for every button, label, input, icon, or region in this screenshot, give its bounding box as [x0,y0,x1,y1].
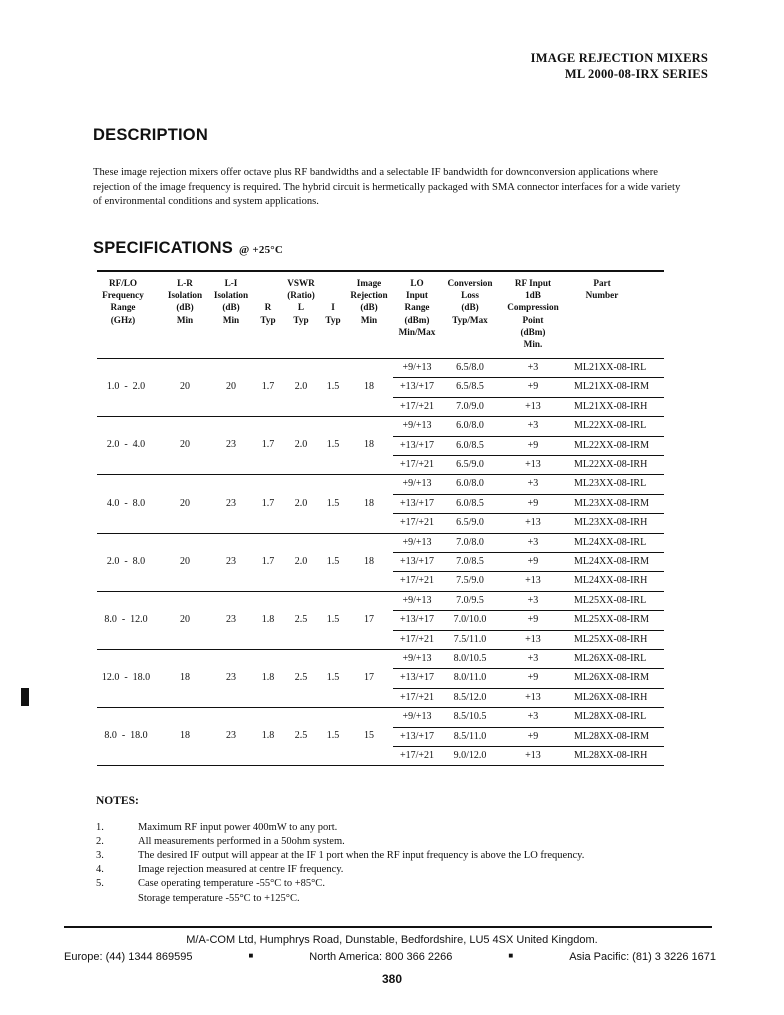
spec-cell-lr: 20 [180,613,190,625]
note-text: Maximum RF input power 400mW to any port. [138,822,338,833]
spec-cell-comp: +3 [527,536,539,548]
spec-cell-part: ML21XX-08-IRH [574,400,648,412]
description-body: These image rejection mixers offer octave plus RF bandwidths and a selectable IF bandwidth for downconversion applications where rejection of the image frequency is required. The hybrid circuit is hermetically packaged with SMA connector interfaces for a wide variety of environmental conditions and system applications. [93,167,681,207]
spec-cell-lr: 18 [180,672,190,684]
spec-cell-r: 1.8 [261,672,275,684]
group-divider [97,474,664,475]
spec-cell-lo: +9/+13 [402,594,432,606]
sub-row-divider [393,494,664,495]
specifications-table [97,270,664,780]
spec-cell-conv: 6.5/9.0 [456,459,484,470]
footer-bullet-2: ■ [508,951,514,960]
document-header [531,50,708,82]
spec-cell-part: ML22XX-08-IRM [574,439,649,451]
spec-cell-conv: 6.0/8.5 [456,497,484,509]
spec-cell-lo: +9/+13 [402,653,432,664]
specifications-condition: @ +25°C [239,244,284,256]
spec-cell-i: 1.5 [326,439,340,451]
footer-bullet-1: ■ [248,951,254,960]
spec-cell-conv: 6.0/8.5 [456,439,484,451]
spec-cell-rej: 18 [364,381,374,393]
group-divider [97,533,664,534]
sub-row-divider [393,610,664,611]
spec-cell-conv: 6.5/8.0 [456,362,484,373]
sub-row-divider [393,630,664,631]
footer-address: M/A-COM Ltd, Humphrys Road, Dunstable, Bedfordshire, LU5 4SX United Kingdom. [186,934,598,946]
spec-cell-comp: +3 [527,478,539,490]
spec-cell-lr: 18 [180,730,190,742]
spec-cell-lo: +13/+17 [399,730,435,742]
sub-row-divider [393,397,664,398]
note-text: Image rejection measured at centre IF frequency. [138,864,344,875]
spec-cell-freq: 8.0 - 12.0 [104,613,148,625]
spec-cell-i: 1.5 [326,497,340,509]
spec-cell-conv: 8.0/11.0 [453,672,487,684]
spec-cell-r: 1.7 [261,497,275,509]
spec-cell-lo: +9/+13 [402,420,432,432]
column-header-vswr_i: I Typ [325,302,341,325]
spec-cell-part: ML23XX-08-IRM [574,497,649,509]
spec-cell-comp: +13 [525,400,541,412]
note-number: 5. [96,878,104,889]
spec-cell-lo: +13/+17 [399,614,435,626]
scan-edge-mark [21,688,29,706]
sub-row-divider [393,513,664,514]
spec-cell-part: ML24XX-08-IRH [574,575,648,587]
spec-cell-rej: 17 [364,672,374,684]
spec-cell-freq: 2.0 - 8.0 [106,555,146,567]
spec-cell-comp: +3 [527,594,539,606]
spec-cell-li: 23 [226,730,236,742]
column-header-part: Part Number [585,278,619,301]
spec-cell-comp: +13 [525,517,541,529]
spec-cell-r: 1.7 [261,381,275,393]
spec-cell-rej: 15 [364,730,374,742]
spec-cell-comp: +9 [527,672,539,684]
note-text: All measurements performed in a 50ohm system. [138,836,345,847]
spec-cell-part: ML28XX-08-IRM [574,730,649,742]
note-number: 4. [96,864,104,875]
spec-cell-conv: 7.0/8.0 [456,536,484,548]
footer-europe: Europe: (44) 1344 869595 [64,951,193,963]
column-header-li: L-I Isolation (dB) Min [213,278,249,325]
spec-cell-part: ML21XX-08-IRL [574,362,647,373]
spec-cell-part: ML28XX-08-IRL [574,711,647,723]
spec-cell-comp: +9 [527,381,539,393]
spec-cell-conv: 8.5/12.0 [453,691,487,703]
spec-cell-r: 1.8 [261,613,275,625]
sub-row-divider [393,668,664,669]
spec-cell-comp: +13 [525,691,541,703]
spec-cell-conv: 7.5/11.0 [453,633,487,645]
note-text: Case operating temperature -55°C to +85°C. [138,878,325,889]
spec-cell-conv: 8.5/11.0 [453,730,487,742]
column-header-lo: LO Input Range (dBm) Min/Max [398,278,436,337]
spec-cell-i: 1.5 [326,381,340,393]
table-top-rule [97,270,664,272]
spec-cell-conv: 7.0/9.0 [456,400,484,412]
spec-cell-lo: +13/+17 [399,497,435,509]
group-divider [97,416,664,417]
spec-cell-i: 1.5 [326,555,340,567]
spec-cell-freq: 8.0 - 18.0 [104,730,148,742]
spec-cell-comp: +13 [525,750,541,761]
sub-row-divider [393,455,664,456]
spec-cell-r: 1.7 [261,439,275,451]
column-header-conv: Conversion Loss (dB) Typ/Max [447,278,493,325]
spec-cell-li: 23 [226,555,236,567]
spec-cell-conv: 7.0/8.5 [456,556,484,567]
spec-cell-comp: +9 [527,614,539,626]
spec-cell-lo: +9/+13 [402,711,432,723]
spec-cell-comp: +9 [527,556,539,567]
sub-row-divider [393,552,664,553]
footer-north-america: North America: 800 366 2266 [309,951,453,963]
spec-cell-l: 2.0 [294,497,308,509]
spec-cell-rej: 18 [364,439,374,451]
spec-cell-part: ML28XX-08-IRH [574,750,648,761]
spec-cell-rej: 17 [364,613,374,625]
spec-cell-li: 23 [226,497,236,509]
column-header-rej: Image Rejection (dB) Min [350,278,388,325]
sub-row-divider [393,746,664,747]
sub-row-divider [393,377,664,378]
spec-cell-conv: 6.5/9.0 [456,517,484,529]
header-line-2: ML 2000-08-IRX SERIES [564,67,708,81]
spec-cell-part: ML23XX-08-IRH [574,517,648,529]
note-text: Storage temperature -55°C to +125°C. [138,893,300,904]
spec-cell-conv: 9.0/12.0 [453,750,487,761]
spec-cell-lo: +17/+21 [399,517,435,529]
specifications-heading [93,239,283,258]
spec-cell-conv: 6.5/8.5 [456,381,484,393]
spec-cell-lo: +17/+21 [399,691,435,703]
footer-divider [64,926,712,928]
group-divider [97,591,664,592]
spec-cell-comp: +13 [525,633,541,645]
spec-cell-comp: +13 [525,459,541,470]
spec-cell-lo: +9/+13 [402,536,432,548]
spec-cell-l: 2.0 [294,555,308,567]
spec-cell-part: ML22XX-08-IRL [574,420,647,432]
note-text: The desired IF output will appear at the IF 1 port when the RF input frequency is above the LO frequency. [138,850,585,861]
spec-cell-lr: 20 [180,555,190,567]
spec-cell-i: 1.5 [326,730,340,742]
spec-cell-comp: +9 [527,730,539,742]
spec-cell-li: 23 [226,439,236,451]
spec-cell-part: ML26XX-08-IRM [574,672,649,684]
note-number: 2. [96,836,104,847]
spec-cell-l: 2.5 [294,613,308,625]
group-divider [97,649,664,650]
spec-cell-lo: +17/+21 [399,750,435,761]
spec-cell-comp: +13 [525,575,541,587]
footer-contacts [64,951,716,963]
group-divider [97,765,664,766]
spec-cell-lr: 20 [180,497,190,509]
spec-cell-li: 23 [226,613,236,625]
sub-row-divider [393,571,664,572]
spec-cell-lo: +13/+17 [399,672,435,684]
spec-cell-li: 23 [226,672,236,684]
spec-cell-lo: +13/+17 [399,439,435,451]
group-divider [97,707,664,708]
spec-cell-freq: 4.0 - 8.0 [106,497,146,509]
spec-cell-conv: 8.0/10.5 [453,653,487,664]
spec-cell-part: ML22XX-08-IRH [574,459,648,470]
specifications-title: SPECIFICATIONS [93,239,234,257]
header-line-1: IMAGE REJECTION MIXERS [530,51,708,65]
spec-cell-comp: +9 [527,439,539,451]
spec-cell-freq: 2.0 - 4.0 [106,439,146,451]
spec-cell-lr: 20 [180,439,190,451]
spec-cell-part: ML21XX-08-IRM [574,381,649,393]
spec-cell-conv: 7.0/9.5 [456,594,484,606]
spec-cell-freq: 1.0 - 2.0 [106,381,146,393]
notes-heading: NOTES: [96,795,139,807]
spec-cell-conv: 8.5/10.5 [453,711,487,723]
spec-cell-rej: 18 [364,497,374,509]
spec-cell-lo: +17/+21 [399,633,435,645]
spec-cell-part: ML25XX-08-IRL [574,594,647,606]
spec-cell-l: 2.0 [294,381,308,393]
spec-cell-lo: +13/+17 [399,556,435,567]
spec-cell-part: ML25XX-08-IRM [574,614,649,626]
sub-row-divider [393,436,664,437]
spec-cell-lo: +9/+13 [402,362,432,373]
column-header-lr: L-R Isolation (dB) Min [167,278,203,325]
column-header-vswr_l: VSWR (Ratio) L Typ [287,278,315,325]
spec-cell-l: 2.5 [294,730,308,742]
spec-cell-r: 1.8 [261,730,275,742]
spec-cell-lo: +17/+21 [399,459,435,470]
spec-cell-conv: 7.0/10.0 [453,614,487,626]
spec-cell-lo: +17/+21 [399,400,435,412]
spec-cell-part: ML24XX-08-IRL [574,536,647,548]
spec-cell-part: ML26XX-08-IRL [574,653,647,664]
spec-cell-part: ML26XX-08-IRH [574,691,648,703]
sub-row-divider [393,688,664,689]
spec-cell-lo: +9/+13 [402,478,432,490]
column-header-vswr_r: R Typ [260,302,276,325]
spec-cell-lr: 20 [180,381,190,393]
spec-cell-i: 1.5 [326,672,340,684]
spec-cell-li: 20 [226,381,236,393]
column-header-comp: RF Input 1dB Compression Point (dBm) Min. [507,278,559,350]
spec-cell-part: ML24XX-08-IRM [574,556,649,567]
spec-cell-r: 1.7 [261,555,275,567]
spec-cell-lo: +13/+17 [399,381,435,393]
footer-asia: Asia Pacific: (81) 3 3226 1671 [569,951,716,963]
spec-cell-comp: +3 [527,711,539,723]
spec-cell-comp: +3 [527,653,539,664]
page-number: 380 [381,972,403,986]
spec-cell-conv: 6.0/8.0 [456,420,484,432]
spec-cell-conv: 6.0/8.0 [456,478,484,490]
spec-cell-l: 2.0 [294,439,308,451]
spec-cell-lo: +17/+21 [399,575,435,587]
description-heading: DESCRIPTION [93,126,208,144]
spec-cell-freq: 12.0 - 18.0 [101,672,151,684]
spec-cell-rej: 18 [364,555,374,567]
spec-cell-l: 2.5 [294,672,308,684]
note-number: 1. [96,822,104,833]
spec-cell-part: ML23XX-08-IRL [574,478,647,490]
header-separator [97,358,664,359]
sub-row-divider [393,727,664,728]
spec-cell-comp: +3 [527,420,539,432]
spec-cell-comp: +9 [527,497,539,509]
spec-cell-conv: 7.5/9.0 [456,575,484,587]
spec-cell-comp: +3 [527,362,539,373]
spec-cell-i: 1.5 [326,613,340,625]
spec-cell-part: ML25XX-08-IRH [574,633,648,645]
note-number: 3. [96,850,104,861]
column-header-freq: RF/LO Frequency Range (GHz) [102,278,144,325]
